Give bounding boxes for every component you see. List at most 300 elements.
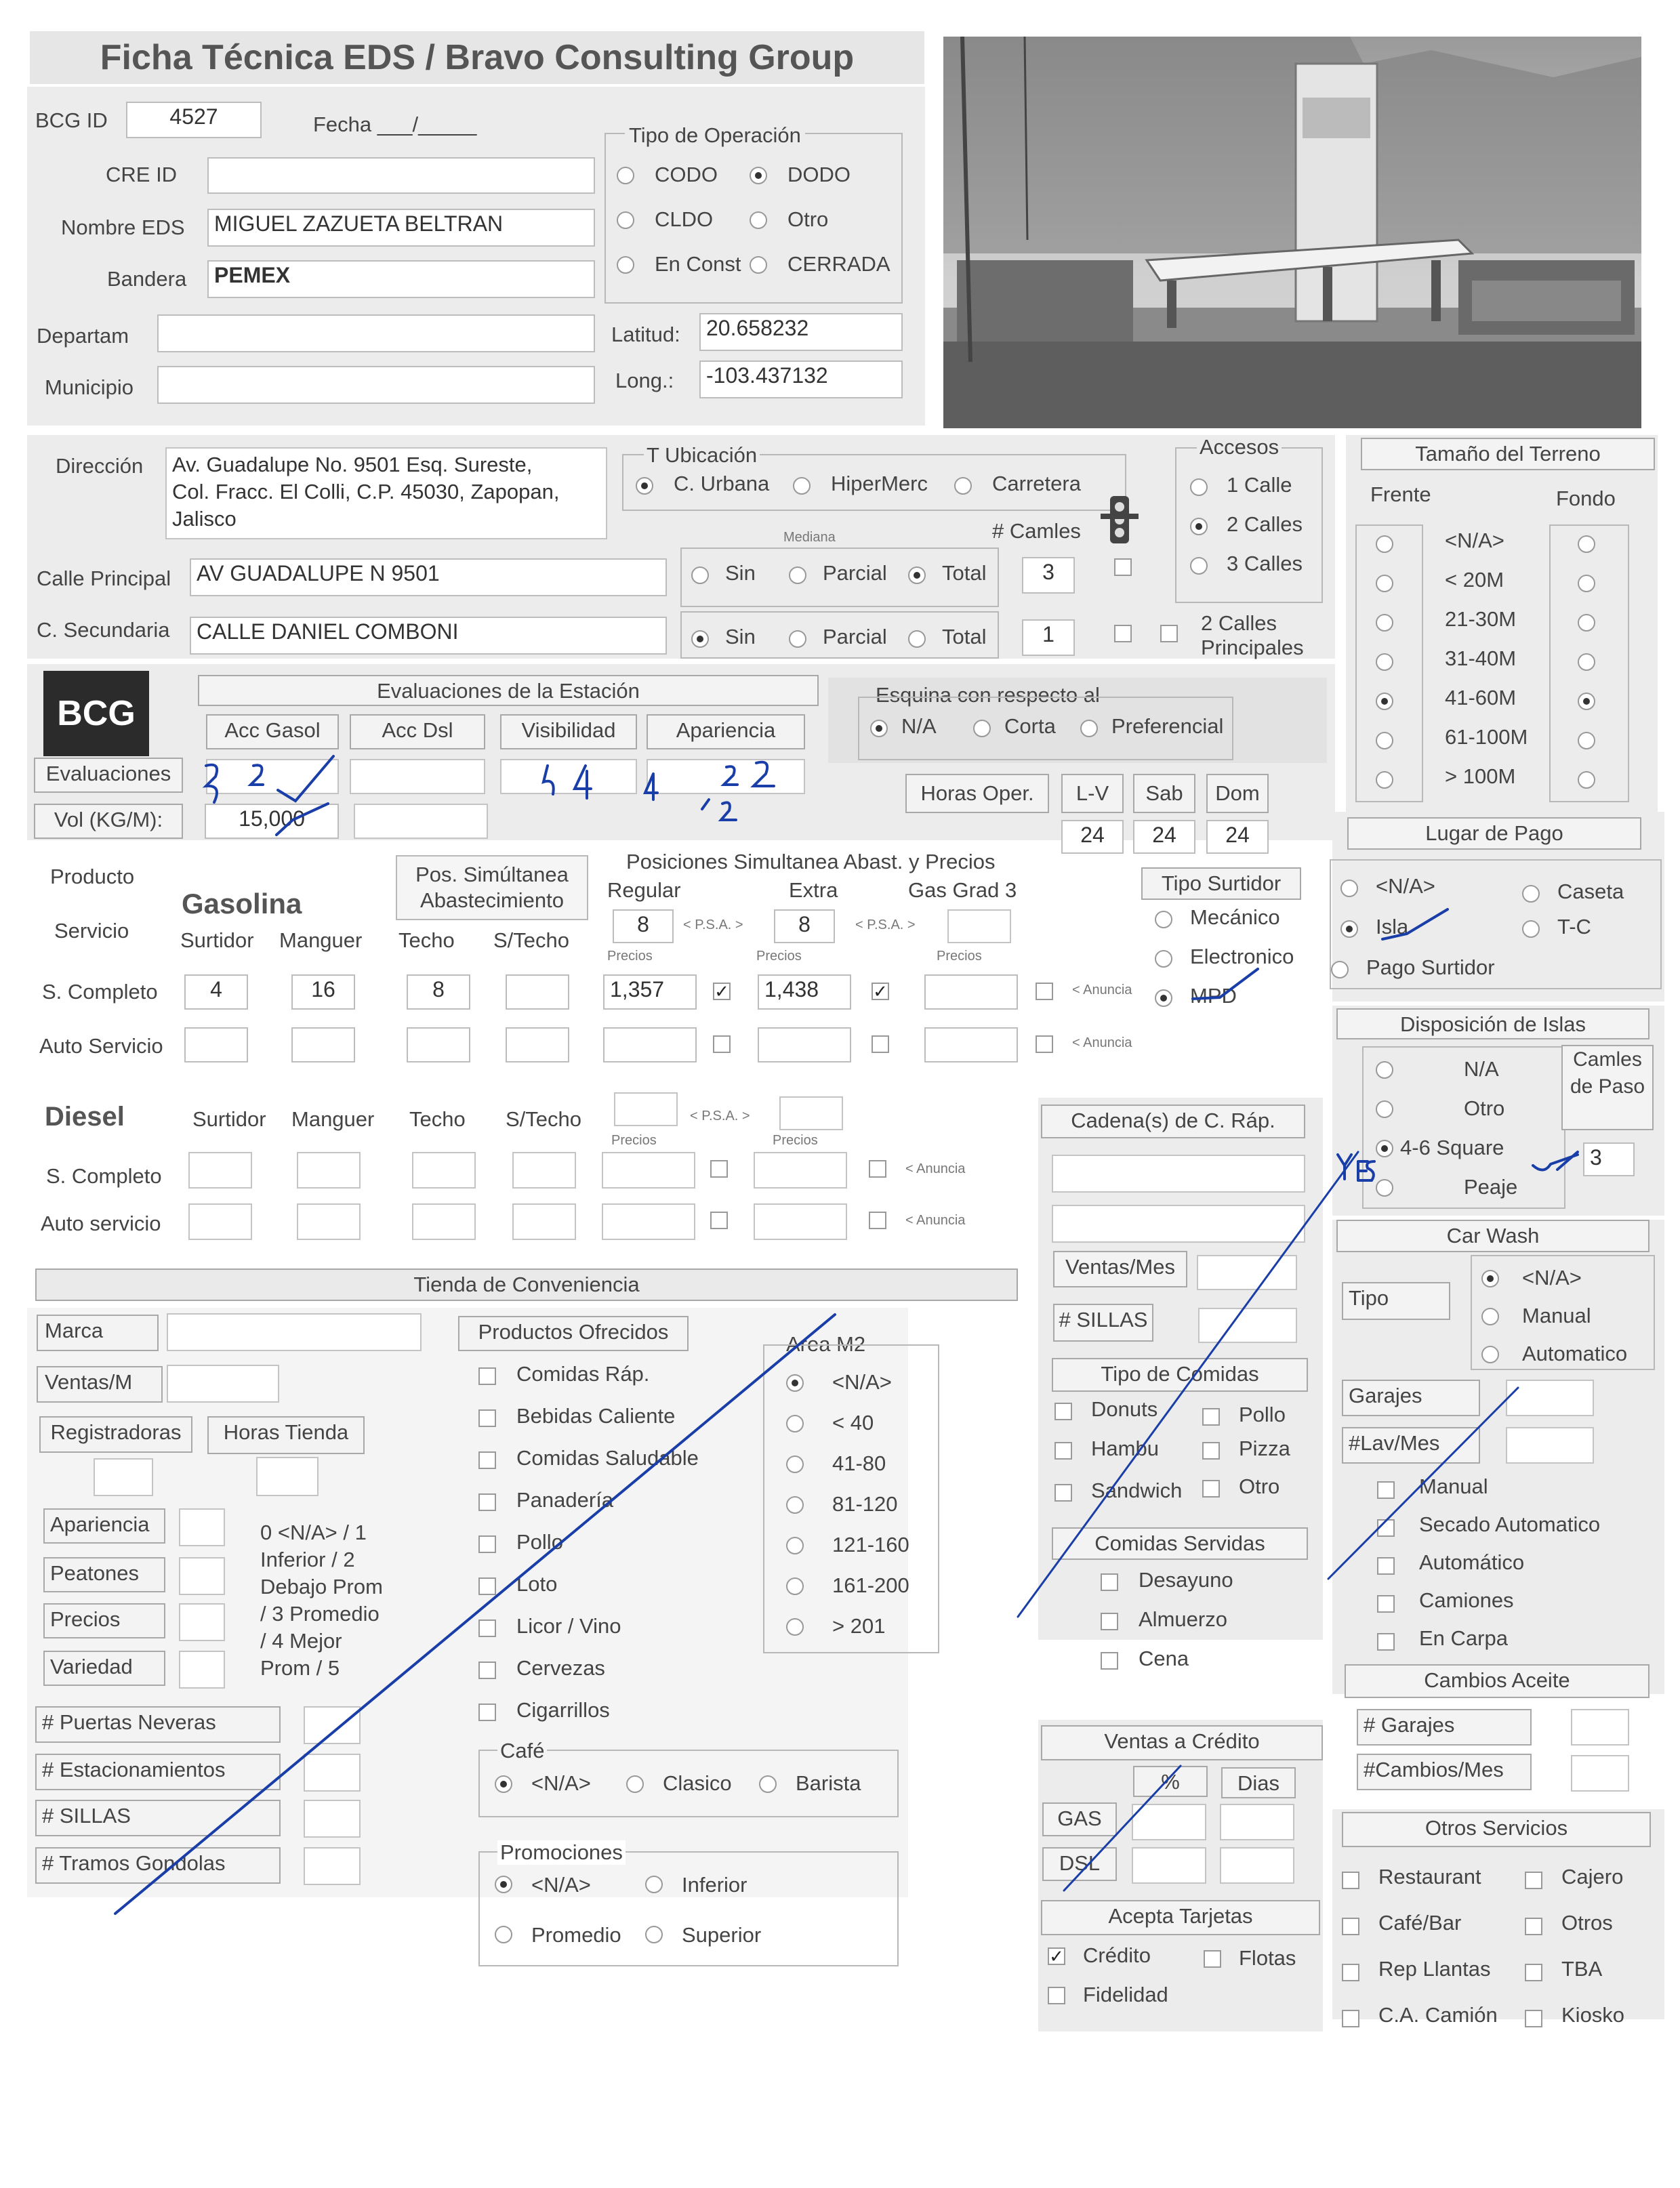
area-radio-5[interactable] [786,1577,804,1595]
ubicacion-label-2: Carretera [992,472,1081,495]
servida-check-1[interactable] [1101,1613,1118,1630]
direccion-line-2: Col. Fracc. El Colli, C.P. 45030, Zapopan, [172,480,560,503]
ubicacion-radio-1[interactable] [793,477,811,495]
tipo-op-label-4: En Const [655,252,741,276]
fondo-radio-6[interactable] [1578,771,1595,789]
tarjeta-label-2: Fidelidad [1083,1983,1168,2006]
diesel-pos-field-2[interactable] [779,1096,843,1130]
precio-row0-anuncia-0[interactable]: ✓ [713,983,731,1000]
servida-label-2: Cena [1139,1647,1189,1670]
area-label-2: 41-80 [832,1451,886,1475]
gasolina-row0-field-3[interactable] [506,974,569,1010]
carwash-radio-2[interactable] [1481,1346,1499,1363]
latitud-label: Latitud: [611,323,680,346]
ubicacion-radio-2[interactable] [954,477,972,495]
frente-radio-0[interactable] [1376,535,1393,553]
cadena-field-1[interactable] [1052,1155,1305,1193]
gasolina-row1-field-3[interactable] [506,1027,569,1062]
vol-label: Vol (KG/M): [34,804,183,839]
servida-check-2[interactable] [1101,1652,1118,1670]
area-radio-6[interactable] [786,1618,804,1636]
gasolina-row1-field-1[interactable] [291,1027,355,1062]
promo-radio-2[interactable] [495,1926,512,1943]
credito-col-dias: Dias [1221,1767,1296,1798]
producto-label-7: Cervezas [516,1656,605,1680]
cadena-field-2[interactable] [1052,1205,1305,1243]
credito-gas-pct[interactable] [1132,1804,1206,1840]
precio-row0-field-2[interactable] [924,974,1018,1010]
promo-label-1: Inferior [682,1873,747,1897]
promo-radio-0[interactable] [495,1876,512,1893]
count-label-2: # SILLAS [35,1800,281,1836]
mediana-row1-radio-1[interactable] [789,566,806,584]
promo-radio-3[interactable] [645,1926,663,1943]
gasolina-row0-field-1[interactable]: 16 [291,974,355,1010]
eval-field-3[interactable] [647,759,805,794]
frente-radio-2[interactable] [1376,614,1393,632]
scale-line-0: 0 <N/A> / 1 [260,1521,367,1544]
tarjeta-check-0[interactable]: ✓ [1048,1947,1065,1965]
area-label-3: 81-120 [832,1492,898,1516]
carwash-check-label-2: Automático [1419,1550,1525,1574]
area-label-1: < 40 [832,1411,874,1434]
tarjeta-check-2[interactable] [1048,1987,1065,2004]
ventas-mes-field[interactable] [1197,1255,1297,1290]
pago-radio-3[interactable] [1522,920,1540,938]
fondo-radio-5[interactable] [1578,732,1595,749]
otros-check-6[interactable] [1342,2010,1359,2027]
credito-dsl-dias[interactable] [1220,1847,1294,1884]
cafe-radio-0[interactable] [495,1775,512,1793]
gasolina-row0-field-2[interactable]: 8 [407,974,470,1010]
count-field-0[interactable] [304,1706,361,1744]
tienda-title: Tienda de Conveniencia [35,1268,1018,1301]
diesel-pos-field-1[interactable] [614,1092,678,1126]
diesel-row0-field-3[interactable] [512,1152,576,1189]
surtidor-radio-1[interactable] [1155,950,1172,968]
diesel-row1-field-2[interactable] [412,1203,476,1240]
rating-label-3: Variedad [43,1651,165,1686]
grad3-pos-field[interactable] [947,909,1011,943]
esquina-title: Esquina con respecto al [876,683,1100,707]
pago-label-0: <N/A> [1376,874,1435,898]
rating-field-0[interactable] [179,1508,225,1546]
count-label-3: # Tramos Gondolas [35,1847,281,1884]
gasolina-col-0: Surtidor [180,928,254,952]
mediana-row1-radio-2[interactable] [908,566,926,584]
calle-secundaria-field[interactable]: CALLE DANIEL COMBONI [190,617,667,655]
diesel-anuncia-row1-0[interactable] [710,1212,728,1229]
producto-check-7[interactable] [478,1661,496,1679]
aceite-garajes-field[interactable] [1571,1709,1629,1746]
credito-dsl-pct[interactable] [1132,1847,1206,1884]
precio-row1-anuncia-1[interactable] [872,1035,889,1053]
eval-field-1[interactable] [350,759,485,794]
producto-check-4[interactable] [478,1535,496,1553]
diesel-row1-field-3[interactable] [512,1203,576,1240]
tarjeta-check-1[interactable] [1204,1950,1221,1968]
mediana-row2-label-2: Total [942,625,987,648]
fondo-label: Fondo [1556,487,1616,510]
rating-label-2: Precios [43,1603,165,1638]
accesos-radio-2[interactable] [1190,557,1208,575]
regular-pos-field[interactable]: 8 [613,909,674,943]
diesel-precio-row0-1[interactable] [754,1152,847,1189]
islas-radio-3[interactable] [1376,1179,1393,1197]
producto-check-6[interactable] [478,1619,496,1637]
bandera-label: Bandera [107,267,187,291]
ubicacion-radio-0[interactable] [636,477,653,495]
carwash-radio-1[interactable] [1481,1308,1499,1325]
diesel-psa: < P.S.A. > [690,1109,750,1123]
pago-label-3: T-C [1557,915,1591,938]
otros-check-3[interactable] [1525,1918,1542,1935]
mediana-row1-radio-0[interactable] [691,566,709,584]
eval-col-1: Acc Dsl [350,714,485,749]
terreno-size-6: > 100M [1445,764,1516,788]
pago-radio-1[interactable] [1522,885,1540,903]
diesel-col-1: Manguer [291,1107,375,1131]
pago-radio-0[interactable] [1340,880,1358,897]
precio-row1-field-2[interactable] [924,1027,1018,1062]
fondo-radio-4[interactable] [1578,693,1595,710]
extra-pos-field[interactable]: 8 [774,909,835,943]
precio-row1-anuncia-2[interactable] [1036,1035,1053,1053]
diesel-precio-row1-0[interactable] [602,1203,695,1240]
pago-label-4: Pago Surtidor [1366,955,1495,979]
camles-row-1[interactable]: 3 [1022,557,1075,594]
camles-label: # Camles [992,519,1081,543]
tipo-op-radio-3[interactable] [750,211,767,229]
carwash-check-label-3: Camiones [1419,1588,1514,1612]
cambios-mes-field[interactable] [1571,1755,1629,1792]
islas-label-3: Peaje [1464,1175,1518,1199]
carwash-radio-0[interactable] [1481,1270,1499,1287]
accesos-label-1: 2 Calles [1227,512,1303,536]
cafe-radio-2[interactable] [759,1775,777,1793]
municipio-field[interactable] [157,366,595,404]
count-label-0: # Puertas Neveras [35,1706,281,1743]
frente-radio-4[interactable] [1376,693,1393,710]
diesel-precios-1: Precios [773,1133,818,1148]
credito-title: Ventas a Crédito [1041,1725,1323,1760]
area-radio-0[interactable] [786,1374,804,1392]
producto-check-1[interactable] [478,1409,496,1427]
diesel-col-2: Techo [409,1107,466,1131]
tarjetas-title: Acepta Tarjetas [1041,1900,1320,1935]
bcg-id-label: BCG ID [35,108,108,132]
carwash-tipo-label: Tipo [1342,1282,1450,1320]
count-field-1[interactable] [304,1754,361,1792]
precios-title: Posiciones Simultanea Abast. y Precios [626,850,996,873]
cafe-radio-1[interactable] [626,1775,644,1793]
mediana-row2-label-1: Parcial [823,625,887,648]
marca-field[interactable] [167,1313,422,1351]
cre-id-field[interactable] [207,157,595,194]
promo-radio-1[interactable] [645,1876,663,1893]
horas-val-0[interactable]: 24 [1061,820,1124,854]
vol-field-2[interactable] [354,804,488,839]
calle-principal-field[interactable]: AV GUADALUPE N 9501 [190,558,667,596]
precio-row0-anuncia-1[interactable]: ✓ [872,983,889,1000]
vol-field[interactable]: 15,000 [205,804,339,839]
fondo-radio-2[interactable] [1578,614,1595,632]
tipo-op-radio-5[interactable] [750,256,767,274]
pos-simultanea-title: Pos. Simúltanea Abastecimiento [415,863,569,912]
garajes-field[interactable] [1506,1380,1594,1416]
eval-field-0[interactable] [206,759,339,794]
camles-paso-field[interactable]: 3 [1583,1142,1635,1176]
cadena-sillas-field[interactable] [1198,1308,1297,1343]
bandera-field[interactable]: PEMEX [207,260,595,298]
islas-radio-1[interactable] [1376,1100,1393,1118]
surtidor-label-0: Mecánico [1190,905,1280,929]
tipo-comida-check-4[interactable] [1054,1484,1072,1502]
precio-row0-anuncia-2[interactable] [1036,983,1053,1000]
tipo-op-label-3: Otro [787,207,829,231]
carwash-label-0: <N/A> [1522,1266,1582,1289]
diesel-row0-field-2[interactable] [412,1152,476,1189]
esquina-label-0: N/A [901,714,937,738]
frente-radio-3[interactable] [1376,653,1393,671]
tipo-comidas-title: Tipo de Comidas [1052,1358,1308,1392]
bcg-id-field[interactable]: 4527 [126,102,262,138]
otros-check-1[interactable] [1525,1872,1542,1889]
producto-label-2: Comidas Saludable [516,1446,699,1470]
mediana-row2-radio-1[interactable] [789,630,806,648]
cadena-sillas-label: # SILLAS [1053,1304,1153,1342]
precio-col-0: Regular [607,878,681,902]
terreno-size-5: 61-100M [1445,725,1528,749]
gasolina-row0-field-0[interactable]: 4 [184,974,248,1010]
gasolina-row1-field-2[interactable] [407,1027,470,1062]
carwash-check-0[interactable] [1377,1481,1395,1499]
count-field-2[interactable] [304,1800,361,1838]
eval-field-2[interactable] [500,759,637,794]
area-radio-2[interactable] [786,1456,804,1473]
area-label-4: 121-160 [832,1533,909,1556]
otros-label-3: Otros [1561,1911,1613,1935]
marca-label: Marca [37,1315,159,1351]
esquina-label-1: Corta [1004,714,1056,738]
diesel-anuncia-row1-1[interactable] [869,1212,886,1229]
ventas-label: Ventas/M [37,1366,163,1403]
otros-label-7: Kiosko [1561,2003,1625,2027]
tipo-comida-check-2[interactable] [1054,1442,1072,1460]
longitud-field[interactable]: -103.437132 [699,360,903,398]
traffic-light-icon [1099,493,1140,548]
frente-radio-5[interactable] [1376,732,1393,749]
tipo-op-radio-2[interactable] [617,211,634,229]
horas-tienda-field[interactable] [256,1457,319,1496]
accesos-radio-0[interactable] [1190,478,1208,496]
count-field-3[interactable] [304,1847,361,1885]
tipo-comida-check-0[interactable] [1054,1403,1072,1420]
promo-label-3: Superior [682,1923,762,1947]
gasolina-col-2: Techo [398,928,455,952]
surtidor-radio-2[interactable] [1155,989,1172,1007]
tipo-op-radio-1[interactable] [750,167,767,184]
carwash-title: Car Wash [1336,1220,1650,1252]
precio-row0-field-0[interactable]: 1,357 [603,974,697,1010]
diesel-anuncia-row0-1[interactable] [869,1160,886,1178]
eval-col-2: Visibilidad [500,714,637,749]
producto-check-8[interactable] [478,1704,496,1721]
islas-radio-2[interactable] [1376,1140,1393,1157]
carwash-check-label-4: En Carpa [1419,1626,1508,1650]
pago-title: Lugar de Pago [1347,817,1641,850]
nombre-field[interactable]: MIGUEL ZAZUETA BELTRAN [207,209,595,247]
producto-label-4: Pollo [516,1530,563,1554]
islas-label-1: Otro [1464,1096,1505,1120]
servida-check-0[interactable] [1101,1573,1118,1591]
credito-gas-dias[interactable] [1220,1804,1294,1840]
esquina-radio-1[interactable] [973,720,991,737]
mediana-row2-radio-2[interactable] [908,630,926,648]
direccion-label: Dirección [56,454,144,478]
productos-title: Productos Ofrecidos [458,1316,689,1351]
diesel-row1-field-0[interactable] [188,1203,252,1240]
islas-radio-0[interactable] [1376,1061,1393,1079]
cafe-label-2: Barista [796,1771,861,1795]
carwash-check-1[interactable] [1377,1519,1395,1537]
tipo-comida-label-0: Donuts [1091,1397,1158,1421]
tipo-comida-check-5[interactable] [1202,1480,1220,1498]
otros-check-5[interactable] [1525,1964,1542,1981]
gasolina-row1-field-0[interactable] [184,1027,248,1062]
rating-field-3[interactable] [179,1651,225,1689]
camles-check-2[interactable] [1114,625,1132,642]
frente-label: Frente [1370,482,1431,506]
rating-field-2[interactable] [179,1603,225,1641]
scale-line-2: Debajo Prom [260,1575,383,1598]
horas-tienda-label: Horas Tienda [207,1416,365,1454]
tipo-comida-check-3[interactable] [1202,1442,1220,1460]
carwash-check-4[interactable] [1377,1633,1395,1651]
cambios-mes-label: #Cambios/Mes [1357,1754,1532,1790]
producto-label-8: Cigarrillos [516,1698,610,1722]
tipo-op-radio-4[interactable] [617,256,634,274]
carwash-check-label-1: Secado Automatico [1419,1512,1601,1536]
tipo-op-label-5: CERRADA [787,252,890,276]
camles-row-2[interactable]: 1 [1022,619,1075,656]
diesel-row1-field-1[interactable] [297,1203,361,1240]
diesel-precio-row1-1[interactable] [754,1203,847,1240]
precio-row1-field-1[interactable] [758,1027,851,1062]
area-radio-1[interactable] [786,1415,804,1432]
terreno-size-2: 21-30M [1445,607,1517,631]
lav-mes-field[interactable] [1506,1427,1594,1464]
carwash-check-label-0: Manual [1419,1474,1488,1498]
producto-check-2[interactable] [478,1451,496,1469]
latitud-field[interactable]: 20.658232 [699,313,903,351]
otros-check-4[interactable] [1342,1964,1359,1981]
gasolina-col-3: S/Techo [493,928,570,952]
otros-label-0: Restaurant [1378,1865,1481,1888]
producto-label-3: Panadería [516,1488,614,1512]
registradoras-field[interactable] [94,1458,153,1496]
precio-row1-field-0[interactable] [603,1027,697,1062]
frente-radio-6[interactable] [1376,771,1393,789]
depto-label: Departam [37,324,129,348]
count-label-1: # Estacionamientos [35,1754,281,1790]
longitud-label: Long.: [615,369,674,392]
direccion-line-3: Jalisco [172,507,237,531]
area-radio-3[interactable] [786,1496,804,1514]
diesel-row0-field-1[interactable] [297,1152,361,1189]
otros-check-0[interactable] [1342,1872,1359,1889]
carwash-check-2[interactable] [1377,1557,1395,1575]
precio-row1-anuncia-0[interactable] [713,1035,731,1053]
direccion-line-1: Av. Guadalupe No. 9501 Esq. Sureste, [172,453,533,476]
otros-check-7[interactable] [1525,2010,1542,2027]
producto-check-0[interactable] [478,1367,496,1385]
lav-mes-label: #Lav/Mes [1342,1427,1480,1464]
anuncia-label-row0: < Anuncia [1072,983,1132,997]
registradoras-label: Registradoras [39,1416,192,1453]
tipo-operacion-title: Tipo de Operación [625,123,805,148]
camles-check-1[interactable] [1114,558,1132,576]
mediana-label: Mediana [783,530,836,545]
carwash-check-3[interactable] [1377,1595,1395,1613]
area-radio-4[interactable] [786,1537,804,1554]
tipo-op-label-2: CLDO [655,207,714,231]
credito-row-gas: GAS [1042,1802,1117,1836]
ubicacion-title: T Ubicación [644,443,760,468]
precios-label-2: Precios [937,949,982,964]
terreno-size-0: <N/A> [1445,529,1504,552]
producto-check-5[interactable] [478,1577,496,1595]
horas-val-1[interactable]: 24 [1133,820,1195,854]
producto-check-3[interactable] [478,1493,496,1511]
rating-label-1: Peatones [43,1557,165,1592]
promo-group [478,1851,899,1966]
tienda-ventas-field[interactable] [167,1365,279,1403]
diesel-row0-field-0[interactable] [188,1152,252,1189]
rating-field-1[interactable] [179,1557,225,1595]
fondo-radio-0[interactable] [1578,535,1595,553]
surtidor-radio-0[interactable] [1155,911,1172,928]
frente-radio-1[interactable] [1376,575,1393,592]
accesos-principales-check[interactable] [1160,625,1178,642]
pago-radio-4[interactable] [1331,961,1349,978]
esquina-radio-2[interactable] [1080,720,1098,737]
scale-line-5: Prom / 5 [260,1656,340,1680]
pago-radio-2[interactable] [1340,920,1358,938]
area-label-5: 161-200 [832,1573,909,1597]
tipo-op-radio-0[interactable] [617,167,634,184]
cafe-label-0: <N/A> [531,1771,591,1795]
cadena-title: Cadena(s) de C. Ráp. [1041,1105,1305,1138]
esquina-radio-0[interactable] [870,720,888,737]
horas-col-0: L-V [1061,774,1124,813]
otros-check-2[interactable] [1342,1918,1359,1935]
fondo-radio-3[interactable] [1578,653,1595,671]
depto-field[interactable] [157,314,595,352]
tipo-comida-check-1[interactable] [1202,1408,1220,1426]
horas-val-2[interactable]: 24 [1206,820,1269,854]
fondo-radio-1[interactable] [1578,575,1595,592]
diesel-col-3: S/Techo [506,1107,582,1131]
mediana-row2-label-0: Sin [725,625,756,648]
diesel-precio-row0-0[interactable] [602,1152,695,1189]
diesel-anuncia-row0-0[interactable] [710,1160,728,1178]
evaluaciones-row-label: Evaluaciones [34,758,183,793]
precio-row0-field-1[interactable]: 1,438 [758,974,851,1010]
direccion-field[interactable] [165,447,607,539]
accesos-radio-1[interactable] [1190,518,1208,535]
mediana-row2-radio-0[interactable] [691,630,709,648]
